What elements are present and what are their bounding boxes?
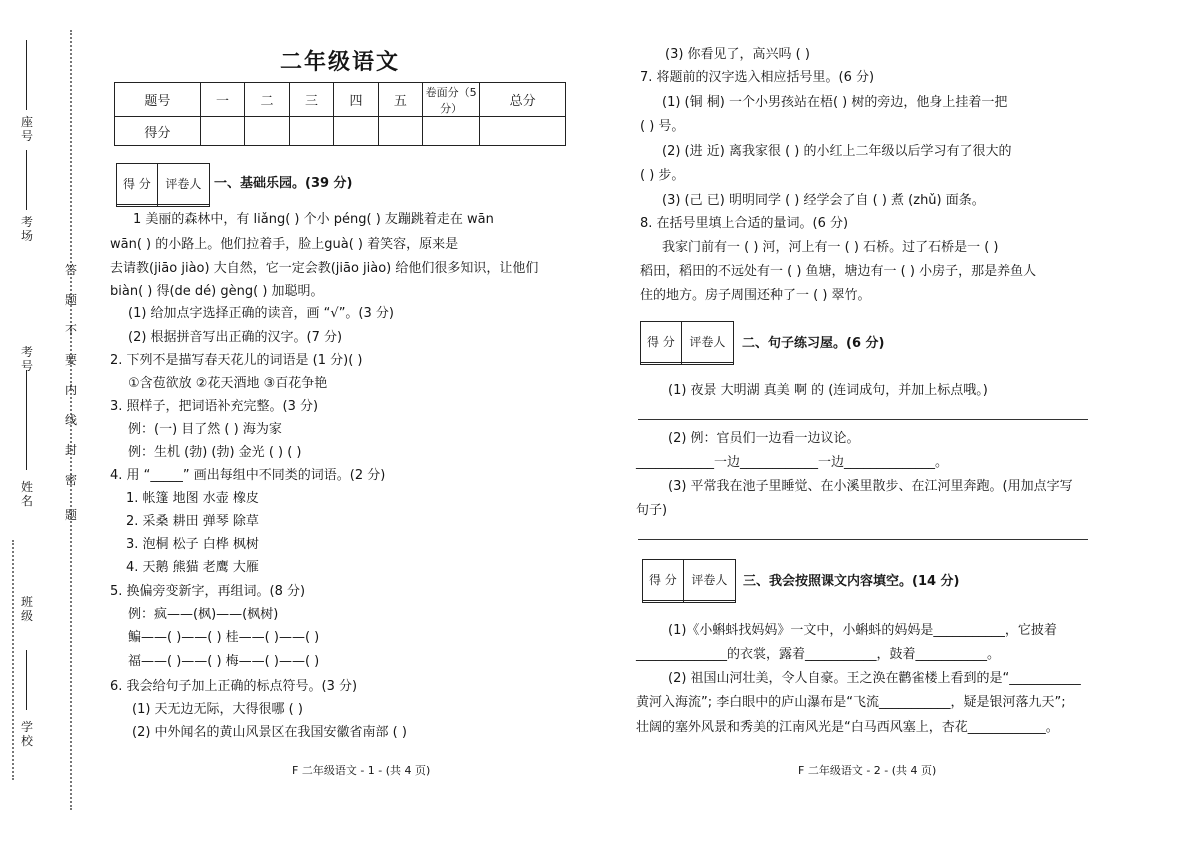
seal-line-text: 答题不要内线封密 [64, 263, 77, 487]
grader-cell[interactable] [683, 600, 735, 602]
score-row-label: 得分 [115, 117, 201, 146]
q1-line1: 1 美丽的森林中，有 liǎng( ) 个小 péng( ) 友蹦跳着走在 wān [133, 212, 494, 227]
q8-line3: 住的地方。房子周围还种了一 ( ) 翠竹。 [640, 288, 871, 303]
score-header-cell: 题号 [115, 83, 201, 117]
name-underline [26, 370, 27, 470]
s3-q1-line2: ______________的衣裳，露着___________，鼓着___________。 [636, 647, 1001, 662]
score-header-cell: 三 [289, 83, 333, 117]
q2-stem: 2. 下列不是描写春天花儿的词语是 (1 分)( ) [110, 353, 363, 368]
q5-example: 例：疯——(枫)——(枫树) [128, 607, 279, 622]
q6-stem: 6. 我会给句子加上正确的标点符号。(3 分) [110, 679, 358, 694]
q5-stem: 5. 换偏旁变新字，再组词。(8 分) [110, 584, 306, 599]
s3-q2-line1: (2) 祖国山河壮美，令人自豪。王之涣在鹳雀楼上看到的是“___________ [668, 671, 1081, 686]
q4-row2: 2. 采桑 耕田 弹琴 除草 [126, 514, 259, 529]
q4-row4: 4. 天鹅 熊猫 老鹰 大雁 [126, 560, 259, 575]
q4-stem: 4. 用 “_____” 画出每组中不同类的词语。(2 分) [110, 468, 386, 483]
grader-label: 评卷人 [157, 164, 209, 205]
grader-cell[interactable] [681, 362, 733, 364]
grader-score-cell[interactable] [641, 362, 682, 364]
q8-line1: 我家门前有一 ( ) 河，河上有一 ( ) 石桥。过了石桥是一 ( ) [662, 240, 999, 255]
q1-sub1: (1) 给加点字选择正确的读音，画 “√”。(3 分) [128, 306, 394, 321]
q2-options: ①含苞欲放 ②花天酒地 ③百花争艳 [128, 376, 328, 391]
s3-q1-line1: (1)《小蝌蚪找妈妈》一文中，小蝌蚪的妈妈是___________，它披着 [668, 623, 1057, 638]
q1-line4: biàn( ) 得(de dé) gèng( ) 加聪明。 [110, 284, 324, 299]
score-header-cell: 四 [334, 83, 378, 117]
section3-title: 三、我会按照课文内容填空。(14 分) [743, 574, 960, 589]
q6-sub1: (1) 天无边无际，大得很哪 ( ) [132, 702, 303, 717]
q6-sub3: (3) 你看见了，高兴吗 ( ) [665, 47, 810, 62]
grader-label: 评卷人 [681, 322, 733, 363]
q8-stem: 8. 在括号里填上合适的量词。(6 分) [640, 216, 849, 231]
s2-q2: (2) 例：官员们一边看一边议论。 [668, 431, 860, 446]
score-entry-cell[interactable] [200, 117, 244, 146]
grader-box-section2 [640, 321, 734, 365]
q3-example1: 例：(一) 目了然 ( ) 海为家 [128, 422, 282, 437]
section2-title: 二、句子练习屋。(6 分) [742, 336, 885, 351]
q1-sub2: (2) 根据拼音写出正确的汉字。(7 分) [128, 330, 343, 345]
score-entry-cell[interactable] [480, 117, 566, 146]
grader-score-label: 得 分 [641, 322, 682, 363]
school-label: 学校 [20, 720, 33, 748]
page1-footer: F 二年级语文 - 1 - (共 4 页) [292, 764, 431, 777]
q3-example2: 例：生机 (勃) (勃) 金光 ( ) ( ) [128, 445, 302, 460]
seat-underline [26, 40, 27, 110]
q7-sub1-line2: ( ) 号。 [640, 119, 685, 134]
dotted-edge-line [12, 540, 14, 780]
q3-stem: 3. 照样子，把词语补充完整。(3 分) [110, 399, 319, 414]
score-entry-cell[interactable] [378, 117, 422, 146]
s2-q1-answer-line[interactable] [638, 419, 1088, 420]
exam-no-label: 考号 [20, 345, 33, 373]
class-label: 班级 [20, 595, 33, 623]
score-header-cell: 二 [245, 83, 289, 117]
score-header-cell: 一 [200, 83, 244, 117]
s2-q3-line2: 句子) [636, 503, 668, 518]
grader-score-label: 得 分 [643, 560, 684, 601]
grader-score-cell[interactable] [117, 204, 158, 206]
school-underline [26, 650, 27, 710]
q4-row1: 1. 帐篷 地图 水壶 橡皮 [126, 491, 259, 506]
page-title: 二年级语文 [280, 50, 401, 75]
q5-row1: 鳊——( )——( ) 桂——( )——( ) [128, 630, 320, 645]
seat-label: 座号 [20, 115, 33, 143]
score-entry-cell[interactable] [334, 117, 378, 146]
s2-q1: (1) 夜景 大明湖 真美 啊 的 (连词成句，并加上标点哦。) [668, 383, 988, 398]
section1-title: 一、基础乐园。(39 分) [214, 176, 353, 191]
s2-q3-line1: (3) 平常我在池子里睡觉、在小溪里散步、在江河里奔跑。(用加点字写 [668, 479, 1073, 494]
grader-score-label: 得 分 [117, 164, 158, 205]
grader-cell[interactable] [157, 204, 209, 206]
q7-stem: 7. 将题前的汉字选入相应括号里。(6 分) [640, 70, 875, 85]
q7-sub3: (3) (己 已) 明明同学 ( ) 经学会了自 ( ) 煮 (zhǔ) 面条。 [662, 193, 985, 208]
score-header-cell: 卷面分（5分） [423, 83, 480, 117]
score-entry-cell[interactable] [245, 117, 289, 146]
q1-line2: wān( ) 的小路上。他们拉着手，脸上guà( ) 着笑容，原来是 [110, 237, 459, 252]
s2-q2-template: ____________一边____________一边______________。 [636, 455, 949, 470]
s3-q2-line2: 黄河入海流”; 李白眼中的庐山瀑布是“飞流___________，疑是银河落九天”; [636, 695, 1066, 710]
grader-box-section3 [642, 559, 736, 603]
q8-line2: 稻田，稻田的不远处有一 ( ) 鱼塘，塘边有一 ( ) 小房子，那是养鱼人 [640, 264, 1037, 279]
q6-sub2: (2) 中外闻名的黄山风景区在我国安徽省南部 ( ) [132, 725, 407, 740]
page2-footer: F 二年级语文 - 2 - (共 4 页) [798, 764, 937, 777]
score-entry-cell[interactable] [289, 117, 333, 146]
q1-line3: 去请教(jiāo jiào) 大自然，它一定会教(jiāo jiào) 给他们很多知识，让他们 [110, 261, 539, 276]
grader-score-cell[interactable] [643, 600, 684, 602]
venue-label: 考场 [20, 215, 33, 243]
grader-box-section1 [116, 163, 210, 207]
score-header-cell: 总分 [480, 83, 566, 117]
q7-sub2-line2: ( ) 步。 [640, 168, 685, 183]
seal-line-extra-text: 题 [64, 508, 77, 522]
q4-row3: 3. 泡桐 松子 白桦 枫树 [126, 537, 259, 552]
s2-q3-answer-line[interactable] [638, 539, 1088, 540]
q5-row2: 福——( )——( ) 梅——( )——( ) [128, 654, 320, 669]
q7-sub2-line1: (2) (进 近) 离我家很 ( ) 的小红上二年级以后学习有了很大的 [662, 144, 1012, 159]
name-label: 姓名 [20, 480, 33, 508]
venue-underline [26, 150, 27, 210]
score-entry-cell[interactable] [423, 117, 480, 146]
score-header-cell: 五 [378, 83, 422, 117]
score-table [114, 82, 566, 146]
s3-q2-line3: 壮阔的塞外风景和秀美的江南风光是“白马西风塞上，杏花____________。 [636, 720, 1059, 735]
q7-sub1-line1: (1) (铜 桐) 一个小男孩站在梧( ) 树的旁边，他身上挂着一把 [662, 95, 1008, 110]
grader-label: 评卷人 [683, 560, 735, 601]
